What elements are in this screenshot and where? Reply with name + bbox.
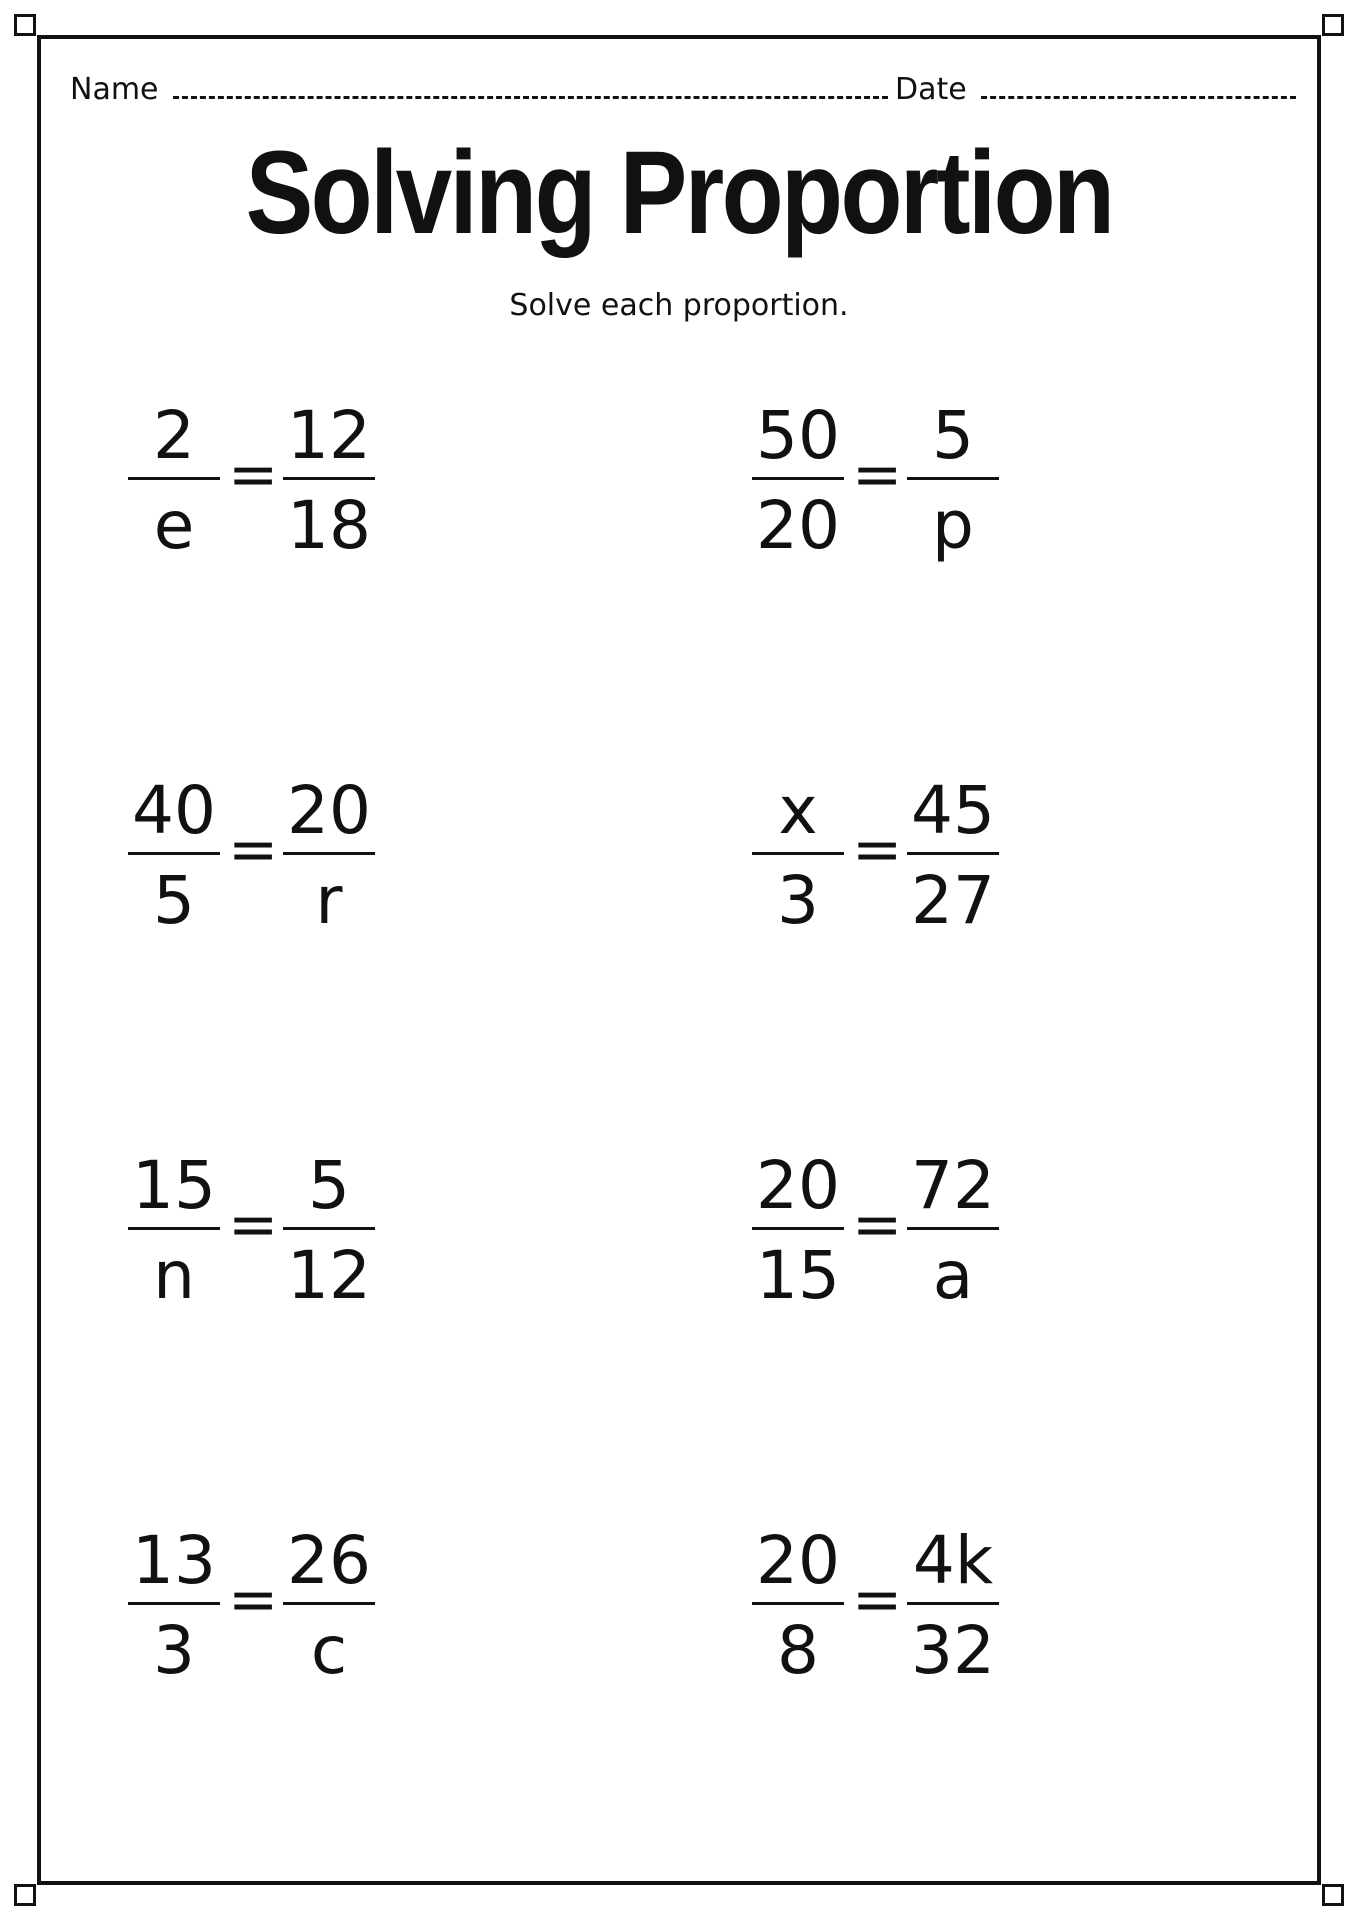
right-fraction	[283, 395, 375, 565]
right-denominator: 12	[287, 1237, 371, 1314]
fraction-bar	[752, 1602, 844, 1605]
left-numerator: 15	[132, 1147, 216, 1224]
right-numerator: 20	[287, 772, 371, 849]
equals-sign: =	[228, 815, 279, 885]
problem-8	[752, 1520, 1012, 1690]
left-numerator: 40	[132, 772, 216, 849]
right-numerator: 4k	[912, 1522, 994, 1599]
left-fraction	[128, 1145, 220, 1315]
right-denominator: a	[932, 1237, 974, 1314]
fraction-bar	[283, 1602, 375, 1605]
equals-sign: =	[852, 1190, 903, 1260]
right-numerator: 72	[911, 1147, 995, 1224]
right-denominator: 27	[911, 862, 995, 939]
left-fraction	[752, 770, 844, 940]
fraction-bar	[752, 852, 844, 855]
equals-sign: =	[852, 1565, 903, 1635]
left-denominator: 8	[777, 1612, 819, 1689]
right-denominator: 32	[911, 1612, 995, 1689]
fraction-bar	[752, 477, 844, 480]
fraction-bar	[283, 477, 375, 480]
corner-square-top-left	[14, 14, 36, 36]
left-numerator: 2	[153, 397, 195, 474]
fraction-bar	[907, 1227, 999, 1230]
equals-sign: =	[228, 1565, 279, 1635]
name-label: Name	[70, 72, 159, 107]
date-field	[895, 72, 1296, 107]
left-numerator: x	[778, 772, 818, 849]
fraction-bar	[283, 852, 375, 855]
right-denominator: r	[315, 862, 343, 939]
left-fraction	[752, 1145, 844, 1315]
right-fraction	[907, 1145, 999, 1315]
right-numerator: 26	[287, 1522, 371, 1599]
right-fraction	[907, 395, 999, 565]
problem-3	[128, 770, 388, 940]
date-label: Date	[895, 72, 967, 107]
fraction-bar	[283, 1227, 375, 1230]
right-fraction	[283, 1145, 375, 1315]
right-denominator: 18	[287, 487, 371, 564]
left-numerator: 20	[756, 1522, 840, 1599]
equals-sign: =	[228, 440, 279, 510]
left-denominator: 15	[756, 1237, 840, 1314]
problem-6	[752, 1145, 1012, 1315]
date-input-line[interactable]	[981, 76, 1296, 99]
right-fraction	[283, 770, 375, 940]
fraction-bar	[907, 477, 999, 480]
instructions: Solve each proportion.	[509, 288, 849, 323]
fraction-bar	[128, 1227, 220, 1230]
left-fraction	[128, 1520, 220, 1690]
fraction-bar	[907, 1602, 999, 1605]
left-fraction	[128, 395, 220, 565]
left-fraction	[752, 395, 844, 565]
name-field	[70, 72, 888, 107]
name-input-line[interactable]	[173, 76, 888, 99]
corner-square-bottom-left	[14, 1884, 36, 1906]
equals-sign: =	[852, 440, 903, 510]
right-fraction	[283, 1520, 375, 1690]
fraction-bar	[752, 1227, 844, 1230]
right-fraction	[907, 1520, 999, 1690]
corner-square-bottom-right	[1322, 1884, 1344, 1906]
fraction-bar	[128, 852, 220, 855]
left-fraction	[128, 770, 220, 940]
fraction-bar	[907, 852, 999, 855]
fraction-bar	[128, 477, 220, 480]
right-numerator: 12	[287, 397, 371, 474]
problem-4	[752, 770, 1012, 940]
left-numerator: 13	[132, 1522, 216, 1599]
problem-5	[128, 1145, 388, 1315]
problem-2	[752, 395, 1012, 565]
left-numerator: 50	[756, 397, 840, 474]
left-denominator: 20	[756, 487, 840, 564]
equals-sign: =	[852, 815, 903, 885]
fraction-bar	[128, 1602, 220, 1605]
equals-sign: =	[228, 1190, 279, 1260]
corner-square-top-right	[1322, 14, 1344, 36]
left-denominator: e	[153, 487, 195, 564]
right-denominator: p	[932, 487, 974, 564]
right-numerator: 45	[911, 772, 995, 849]
left-denominator: 3	[777, 862, 819, 939]
problem-1	[128, 395, 388, 565]
right-numerator: 5	[308, 1147, 350, 1224]
left-denominator: 5	[153, 862, 195, 939]
page-title: Solving Proportion	[245, 127, 1113, 259]
left-fraction	[752, 1520, 844, 1690]
left-denominator: n	[153, 1237, 195, 1314]
right-numerator: 5	[932, 397, 974, 474]
problem-7	[128, 1520, 388, 1690]
left-denominator: 3	[153, 1612, 195, 1689]
right-fraction	[907, 770, 999, 940]
right-denominator: c	[310, 1612, 348, 1689]
left-numerator: 20	[756, 1147, 840, 1224]
